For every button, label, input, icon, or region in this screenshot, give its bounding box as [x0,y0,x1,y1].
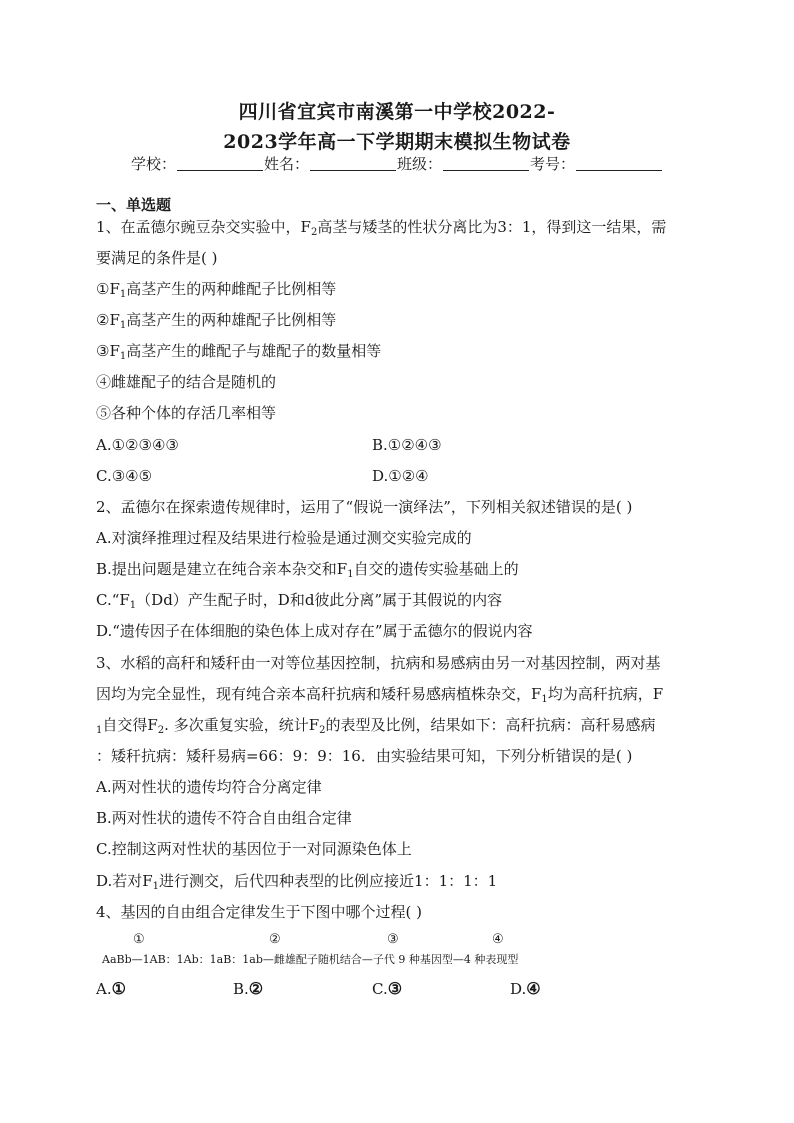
q1-item-2-pre: ②F [96,311,120,329]
q1-item-2-sub: 1 [119,320,127,331]
q4-d-mark: ④ [526,979,541,998]
q3-stem-line3 [96,716,656,734]
q4-c-label: C. [372,980,388,998]
q1-stem-text-b: 高茎与矮茎的性状分离比为3：1，得到这一结果，需 [317,218,667,236]
q3-l3-a: 自交得F [102,716,158,734]
q4-d-label: D. [510,980,527,998]
q2-c-pre: C.“F [96,591,130,609]
q2-option-c[interactable] [96,591,502,609]
q4-option-c[interactable] [372,980,402,998]
q3-l3-sub1: 1 [96,725,103,736]
q2-option-d[interactable]: D.“遗传因子在体细胞的染色体上成对存在”属于孟德尔的假说内容 [96,622,533,640]
student-info-row [0,153,794,174]
q4-b-label: B. [233,980,249,998]
diagram-process-text: AaBb—1AB：1Ab：1aB：1ab—雌雄配子随机结合—子代 9 种基因型—4 种表现型 [102,953,519,966]
section-title: 一、单选题 [96,196,172,214]
name-label: 姓名： [263,155,309,173]
q3-l3-sub2: 2 [157,725,165,736]
q3-l3-sub3: 2 [319,725,326,736]
q2-c-sub: 1 [129,600,137,611]
q4-c-mark: ③ [387,979,403,998]
q3-stem-line2 [96,685,663,703]
q1-item-3-pre: ③F [96,342,120,360]
q3-option-c[interactable]: C.控制这两对性状的基因位于一对同源染色体上 [96,840,412,858]
q1-stem-line2: 要满足的条件是( ) [96,249,218,267]
q3-option-b[interactable]: B.两对性状的遗传不符合自由组合定律 [96,809,352,827]
q3-option-a[interactable]: A.两对性状的遗传均符合分离定律 [96,778,322,796]
q1-item-1-post: 高茎产生的两种雌配子比例相等 [126,280,337,298]
q2-b-pre: B.提出问题是建立在纯合亲本杂交和F [96,560,348,578]
q1-item-4: ④雌雄配子的结合是随机的 [96,373,277,391]
q2-stem: 2、孟德尔在探索遗传规律时，运用了“假说一演绎法”，下列相关叙述错误的是( ) [96,498,633,516]
q4-b-mark: ② [248,979,264,998]
exam-no-blank[interactable] [576,156,662,171]
q1-item-5: ⑤各种个体的存活几率相等 [96,404,277,422]
q3-d-post: 进行测交，后代四种表型的比例应接近1：1：1：1 [159,872,498,890]
diagram-step-2: ② [269,932,281,947]
name-blank[interactable] [310,156,396,171]
q1-item-2-post: 高茎产生的两种雄配子比例相等 [126,311,337,329]
q1-option-b[interactable]: B.①②④③ [372,436,442,454]
title-line-2: 2023学年高一下学期期末模拟生物试卷 [223,131,571,153]
q1-stem-text-a: 1、在孟德尔豌豆杂交实验中，F [96,218,311,236]
q1-stem-line1 [96,218,666,236]
q1-item-3-post: 高茎产生的雌配子与雄配子的数量相等 [126,342,382,360]
diagram-step-3: ③ [387,932,399,947]
class-blank[interactable] [443,156,529,171]
q1-stem-sub: 2 [310,227,318,238]
class-label: 班级： [397,155,443,173]
title-line-1: 四川省宜宾市南溪第一中学校2022- [238,101,556,123]
diagram-step-1: ① [133,932,145,947]
q4-a-mark: ① [111,979,126,998]
q3-l2-pre: 因均为完全显性，现有纯合亲本高秆抗病和矮秆易感病植株杂交，F [96,685,542,703]
q3-d-sub: 1 [152,881,160,892]
q4-a-label: A. [96,980,112,998]
q1-item-1 [96,280,336,298]
q1-item-1-pre: ①F [96,280,120,298]
q3-stem-line1: 3、水稻的高秆和矮秆由一对等位基因控制，抗病和易感病由另一对基因控制，两对基 [96,654,661,672]
exam-no-label: 考号： [530,155,576,173]
q2-b-post: 自交的遗传实验基础上的 [353,560,519,578]
school-label: 学校： [130,155,176,173]
q1-option-c[interactable]: C.③④⑤ [96,467,153,485]
q1-item-3 [96,342,381,360]
q3-option-d[interactable] [96,872,497,890]
q2-option-b[interactable] [96,560,519,578]
diagram-step-4: ④ [492,932,504,947]
q3-l2-sub: 1 [541,694,548,705]
q1-item-2 [96,311,336,329]
school-blank[interactable] [177,156,263,171]
q2-c-post: （Dd）产生配子时，D和d彼此分离”属于其假说的内容 [136,591,503,609]
q3-l3-b: . 多次重复实验，统计F [164,716,320,734]
q2-option-a[interactable]: A.对演绎推理过程及结果进行检验是通过测交实验完成的 [96,529,472,547]
q4-process-diagram [96,932,696,970]
q1-option-d[interactable]: D.①②④ [372,467,429,485]
q3-l2-post: 均为高秆抗病，F [547,685,664,703]
q4-option-b[interactable] [233,980,263,998]
q4-stem: 4、基因的自由组合定律发生于下图中哪个过程( ) [96,903,423,921]
q1-item-1-sub: 1 [119,289,127,300]
q1-item-3-sub: 1 [119,351,127,362]
q2-b-sub: 1 [347,569,354,580]
q3-d-pre: D.若对F [96,872,153,890]
q1-option-a[interactable]: A.①②③④③ [96,436,179,454]
q4-option-d[interactable] [510,980,541,998]
q4-option-a[interactable] [96,980,126,998]
q3-stem-line4: ：矮秆抗病：矮秆易病=66：9：9：16．由实验结果可知，下列分析错误的是( ) [96,747,633,765]
q3-l3-c: 的表型及比例，结果如下：高秆抗病：高秆易感病 [325,716,656,734]
